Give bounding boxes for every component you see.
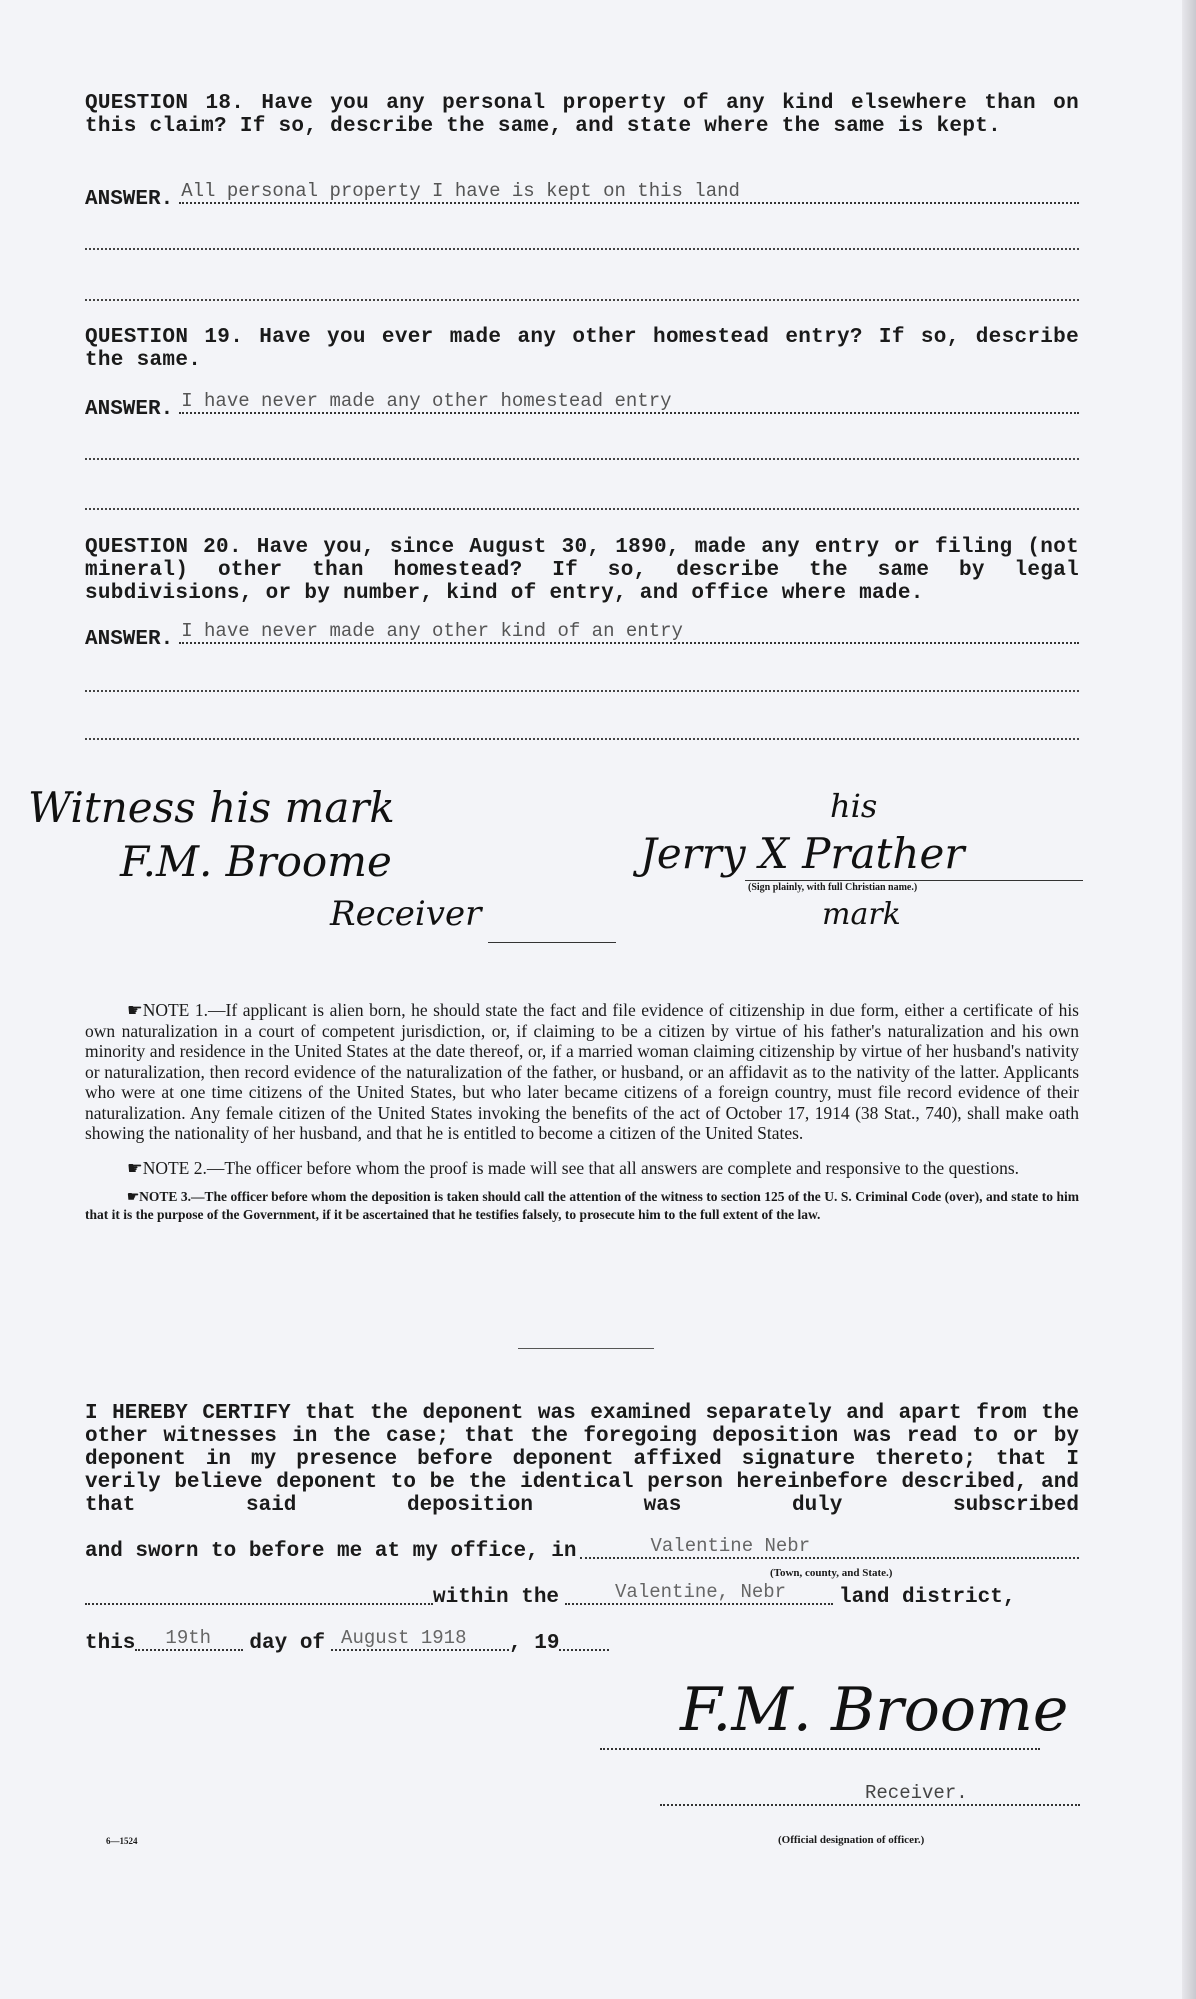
month-value: August 1918 [341,1627,467,1649]
his-label: his [830,787,878,825]
answer-line [85,458,1079,460]
pointing-hand-icon: ☛ [127,1189,140,1204]
district-line: within the Valentine, Nebr land district, [85,1586,1079,1610]
question-20: QUESTION 20. Have you, since August 30, 1890, made any entry or filing (not mineral) other than homestead? If so, describe the same by legal subdivisions, or by number, kind of entry, and office where made. [85,536,1079,605]
day-value: 19th [165,1627,212,1649]
designation-value: Receiver. [865,1782,968,1804]
certificate-text: I HEREBY CERTIFY that the deponent was examined separately and apart from the other witnesses in the case; that the foregoing deposition was read to or by deponent in my presence before deponent affixed signature thereto; that I verily believe deponent to be the identical person hereinbefore described, and that said deposition was duly subscribed [85,1402,1079,1517]
notes-section [85,1000,1079,1224]
pointing-hand-icon: ☛ [127,1000,143,1020]
divider [518,1348,654,1349]
witness-signature: F.M. Broome [120,837,392,886]
witness-title: Receiver [330,894,482,934]
date-line: this 19th day of August 1918 , 19 [85,1632,609,1656]
designation-caption: (Official designation of officer.) [778,1834,925,1846]
claimant-signature-line [745,880,1083,881]
answer-18: ANSWER. All personal property I have is kept on this land [85,184,1079,212]
sworn-line: and sworn to before me at my office, in Valentine Nebr [85,1540,1079,1564]
answer-20: ANSWER. I have never made any other kind of an entry [85,624,1079,652]
note-1: ☛NOTE 1.—If applicant is alien born, he should state the fact and file evidence of citizenship in due form, either a certificate of his own naturalization in a court of competent jurisdiction, or, if claiming to be a citizen by virtue of his father's naturalization and his own minority and residence in the United States at the date thereof, or, if a married woman claiming citizenship by virtue of her husband's nativity or naturalization, then record evidence of the naturalization of the father, or husband, or an affidavit as to the nativity of the latter. Applicants who were at one time citizens of the United States, but who later became citizens of a foreign country, must file record evidence of their naturalization. Any female citizen of the United States invoking the benefits of the act of October 17, 1914 (38 Stat., 740), shall make oath showing the nationality of her husband, and that he is entitled to become a citizen of the United States. [85,1000,1079,1143]
answer-18-text: All personal property I have is kept on this land [181,180,740,202]
answer-19: ANSWER. I have never made any other homestead entry [85,394,1079,422]
designation-line [660,1782,1080,1811]
form-number: 6—1524 [106,1836,138,1846]
signature-line [488,942,616,943]
answer-19-text: I have never made any other homestead entry [181,390,672,412]
answer-line [85,738,1079,740]
answer-20-text: I have never made any other kind of an entry [181,620,683,642]
note-3: ☛NOTE 3.—The officer before whom the deposition is taken should call the attention of the witness to section 125 of the U. S. Criminal Code (over), and state to him that it is the purpose of the Government, if it be ascertained that he testifies falsely, to prosecute him to the full extent of the law. [85,1189,1079,1222]
answer-line [85,299,1079,301]
officer-signature: F.M. Broome [680,1675,1069,1745]
answer-line [85,508,1079,510]
place-value: Valentine Nebr [650,1535,811,1557]
sign-caption: (Sign plainly, with full Christian name.) [748,882,918,893]
place-caption: (Town, county, and State.) [770,1567,893,1579]
note-2: ☛NOTE 2.—The officer before whom the proof is made will see that all answers are complete and responsive to the questions. [127,1157,1020,1178]
mark-label: mark [822,897,901,932]
question-18: QUESTION 18. Have you any personal property of any kind elsewhere than on this claim? If so, describe the same, and state where the same is kept. [85,92,1079,138]
question-19: QUESTION 19. Have you ever made any other homestead entry? If so, describe the same. [85,326,1079,372]
officer-signature-line [600,1748,1040,1750]
district-value: Valentine, Nebr [615,1581,787,1603]
answer-line [85,690,1079,692]
witness-handwriting: Witness his mark [28,783,395,832]
pointing-hand-icon: ☛ [127,1157,143,1178]
claimant-signature: Jerry X Prather [640,829,965,878]
answer-line [85,248,1079,250]
